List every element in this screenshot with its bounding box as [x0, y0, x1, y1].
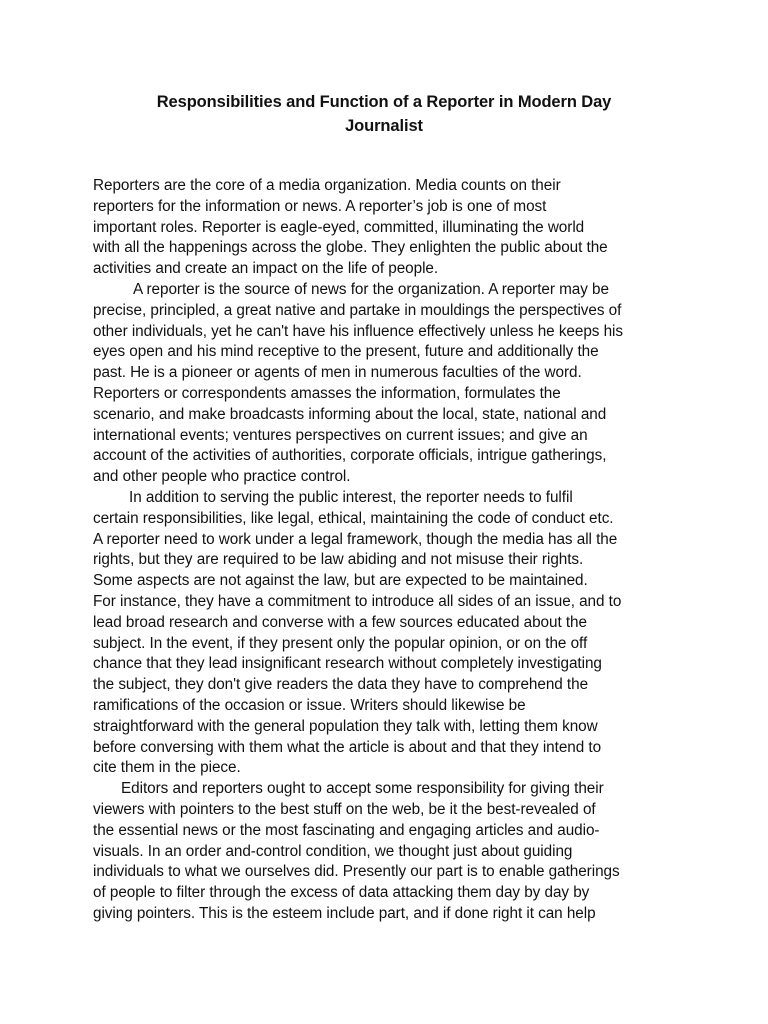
body-line: subject. In the event, if they present only the popular opinion, or on the off	[93, 634, 588, 652]
body-line: and other people who practice control.	[93, 468, 351, 486]
body-line: In addition to serving the public interest, the reporter needs to fulfil	[129, 488, 573, 506]
body-line: before conversing with them what the article is about and that they intend to	[93, 738, 602, 756]
body-line: Reporters are the core of a media organization. Media counts on their	[93, 177, 561, 194]
body-line: of people to filter through the excess of data attacking them day by day by	[93, 884, 590, 902]
body-line: Reporters or correspondents amasses the information, formulates the	[93, 384, 561, 402]
body-line: scenario, and make broadcasts informing about the local, state, national and	[93, 405, 607, 423]
body-line: A reporter need to work under a legal framework, though the media has all the	[93, 530, 618, 548]
body-line: with all the happenings across the globe. They enlighten the public about the	[93, 239, 608, 257]
document-title	[96, 90, 672, 138]
body-line: viewers with pointers to the best stuff on the web, be it the best-revealed of	[93, 800, 596, 818]
body-line: Some aspects are not against the law, but are expected to be maintained.	[93, 572, 588, 590]
body-line: ramifications of the occasion or issue. Writers should likewise be	[93, 696, 526, 714]
body-line: giving pointers. This is the esteem include part, and if done right it can help	[93, 904, 596, 922]
body-line: Editors and reporters ought to accept some responsibility for giving their	[121, 780, 604, 798]
document-body	[93, 176, 685, 925]
body-line: the subject, they don't give readers the data they have to comprehend the	[93, 676, 589, 694]
body-line: important roles. Reporter is eagle-eyed, committed, illuminating the world	[93, 218, 585, 236]
body-line: past. He is a pioneer or agents of men in numerous faculties of the word.	[93, 364, 582, 382]
body-line: individuals to what we ourselves did. Presently our part is to enable gatherings	[93, 863, 620, 881]
body-line: straightforward with the general population they talk with, letting them know	[93, 717, 598, 735]
body-line: precise, principled, a great native and partake in mouldings the perspectives of	[93, 301, 622, 319]
title-line: Journalist	[345, 117, 423, 135]
body-line: international events; ventures perspectives on current issues; and give an	[93, 426, 588, 444]
body-line: reporters for the information or news. A reporter’s job is one of most	[93, 197, 547, 215]
body-line: lead broad research and converse with a few sources educated about the	[93, 613, 587, 631]
body-line: visuals. In an order and-control condition, we thought just about guiding	[93, 842, 573, 860]
body-line: For instance, they have a commitment to introduce all sides of an issue, and to	[93, 592, 622, 610]
body-line: A reporter is the source of news for the organization. A reporter may be	[133, 280, 609, 298]
body-line: rights, but they are required to be law abiding and not misuse their rights.	[93, 551, 584, 569]
body-line: certain responsibilities, like legal, ethical, maintaining the code of conduct etc.	[93, 509, 614, 527]
body-line: cite them in the piece.	[93, 759, 241, 777]
body-line: chance that they lead insignificant research without completely investigating	[93, 655, 602, 673]
body-line: account of the activities of authorities, corporate officials, intrigue gatherings,	[93, 447, 607, 465]
body-line: other individuals, yet he can't have his influence effectively unless he keeps his	[93, 322, 623, 340]
title-line: Responsibilities and Function of a Reporter in Modern Day	[156, 93, 612, 111]
body-line: eyes open and his mind receptive to the present, future and additionally the	[93, 343, 599, 361]
body-line: the essential news or the most fascinating and engaging articles and audio-	[93, 821, 600, 839]
body-line: activities and create an impact on the life of people.	[93, 260, 439, 278]
